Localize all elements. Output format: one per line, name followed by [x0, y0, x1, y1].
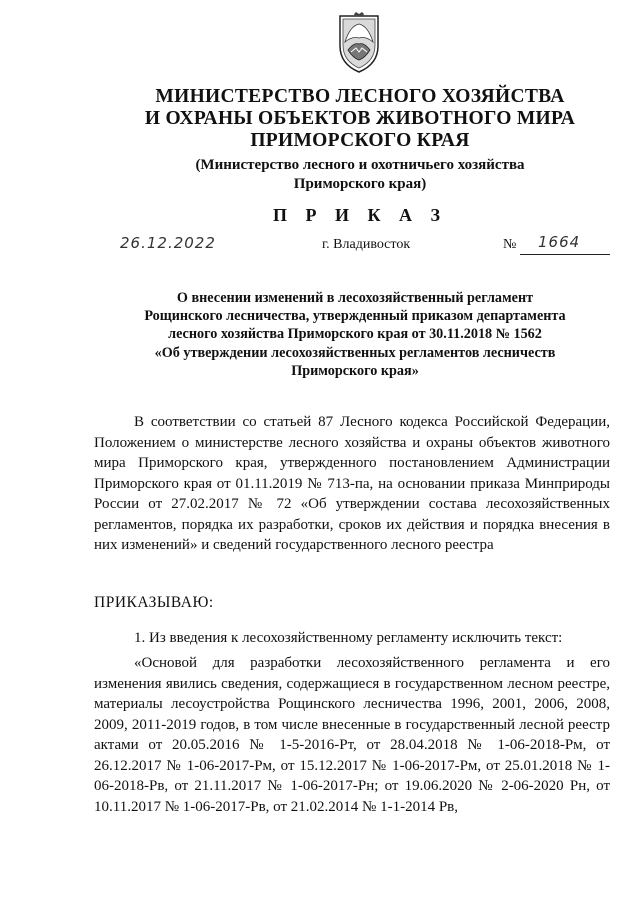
order-number: 1664	[538, 233, 581, 251]
subject-line: Рощинского лесничества, утвержденный приказом департамента	[144, 308, 566, 325]
subject-line: О внесении изменений в лесохозяйственный регламент	[176, 290, 534, 306]
ministry-name	[120, 86, 600, 152]
ministry-name-line: МИНИСТЕРСТВО ЛЕСНОГО ХОЗЯЙСТВА	[155, 86, 565, 107]
ministry-name-line: ПРИМОРСКОГО КРАЯ	[250, 130, 470, 151]
order-city: г. Владивосток	[322, 237, 411, 252]
order-number-underline	[520, 254, 610, 255]
ministry-name-line: И ОХРАНЫ ОБЪЕКТОВ ЖИВОТНОГО МИРА	[144, 108, 576, 129]
basis-text: В соответствии со статьей 87 Лесного кодекса Российской Федерации, Положением о министерстве лесного хозяйства и охраны объектов животного мира Приморского края, утвержденного постановлением Администрации Приморского края от 01.11.2019 № 713-па, на основании приказа Минприроды России от 27.02.2017 № 72 «Об утверждении состава лесохозяйственных регламентов, порядка их разработки, сроков их действия и порядка внесения в них изменений» и сведений государственного лесного реестра	[94, 414, 610, 553]
order-subject	[100, 289, 610, 380]
quote-text: «Основой для разработки лесохозяйственного регламента и его изменения явились сведения, содержащиеся в государственном лесном реестре, материалы лесоустройства Рощинского лесничества 1996, 2001, 2006, 2008, 2009, 2011-2019 годов, в том числе внесенные в государственный лесной реестр актами от 20.05.2016 № 1-5-2016-Рт, от 28.04.2018 № 1-06-2018-Рм, от 26.12.2017 № 1-06-2017-Рм, от 15.12.2017 № 1-06-2017-Рм, от 25.01.2018 № 1-06-2018-Рв, от 21.11.2017 № 1-06-2017-Рн; от 19.06.2020 № 2-06-2020 Рн, от 10.11.2017 № 1-06-2017-Рв, от 21.02.2014 № 1-1-2014 Рв,	[94, 655, 610, 815]
coat-of-arms-icon	[334, 12, 384, 74]
ministry-short-line: (Министерство лесного и охотничьего хозяйства	[195, 157, 525, 173]
quoted-text	[94, 653, 610, 817]
order-directive: ПРИКАЗЫВАЮ:	[94, 594, 214, 611]
order-title: П Р И К А З	[272, 205, 448, 225]
ministry-short-line: Приморского края)	[293, 176, 427, 192]
order-date: 26.12.2022	[120, 234, 216, 252]
subject-line: «Об утверждении лесохозяйственных регламентов лесничеств	[154, 344, 556, 361]
point-1: 1. Из введения к лесохозяйственному регламенту исключить текст:	[134, 630, 563, 646]
ministry-short-name	[120, 156, 600, 194]
basis-paragraph	[94, 412, 610, 556]
order-number-label: №	[503, 237, 517, 252]
subject-line: лесного хозяйства Приморского края от 30.11.2018 № 1562	[168, 326, 542, 343]
subject-line: Приморского края»	[291, 362, 419, 379]
